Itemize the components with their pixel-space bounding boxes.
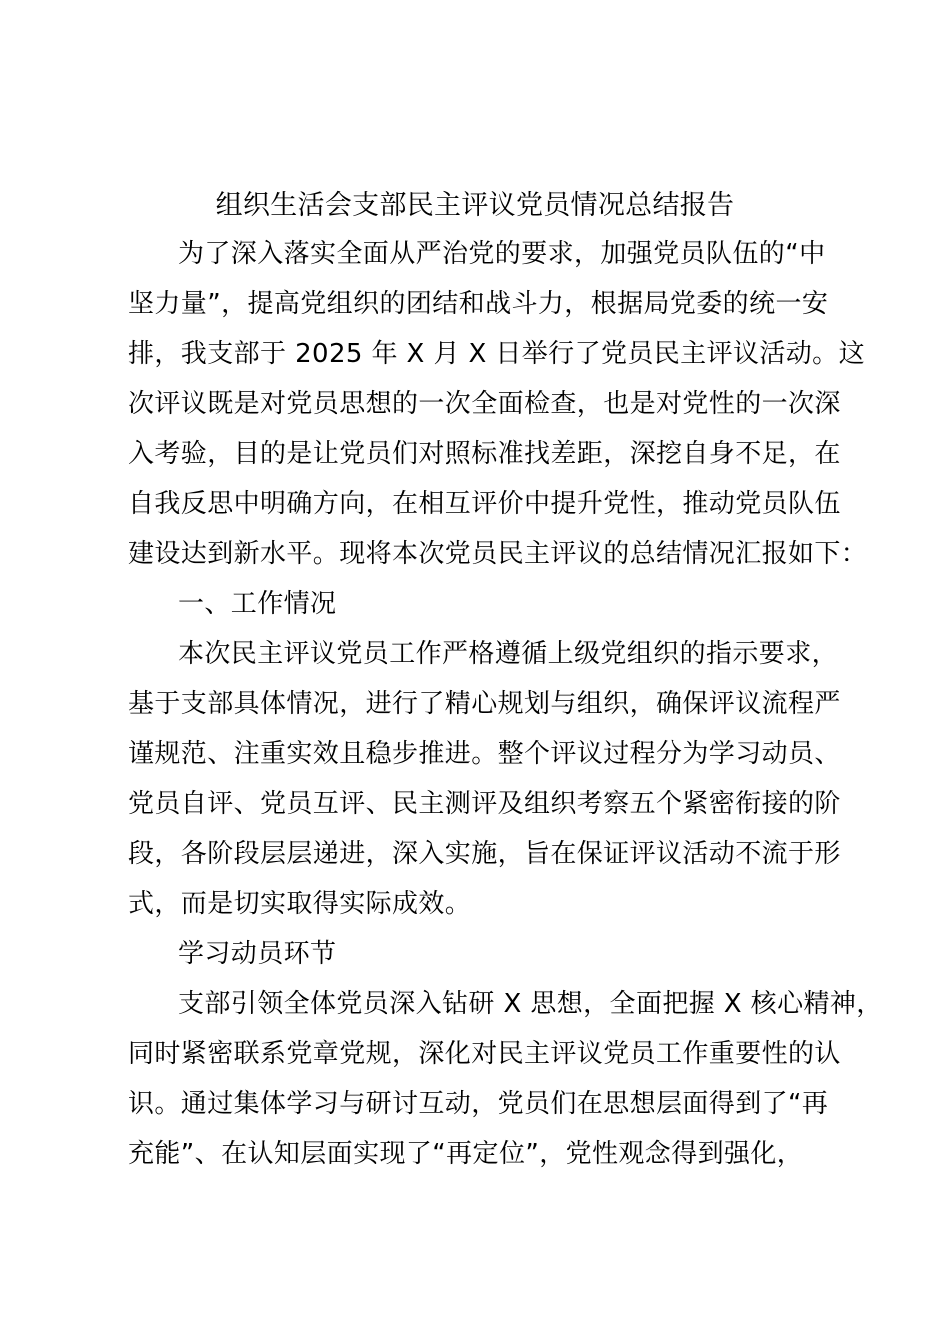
paragraph-line: 识。通过集体学习与研讨互动，党员们在思想层面得到了“再 (128, 1089, 829, 1119)
paragraph-line: 自我反思中明确方向，在相互评价中提升党性，推动党员队伍 (128, 489, 841, 519)
paragraph-line: 基于支部具体情况，进行了精心规划与组织，确保评议流程严 (128, 689, 841, 719)
paragraph-line: 坚力量”，提高党组织的团结和战斗力，根据局党委的统一安 (128, 289, 829, 319)
paragraph-line: 党员自评、党员互评、民主测评及组织考察五个紧密衔接的阶 (128, 789, 841, 819)
paragraph-line: 本次民主评议党员工作严格遵循上级党组织的指示要求， (178, 639, 839, 669)
paragraph-line: 排，我支部于 2025 年 X 月 X 日举行了党员民主评议活动。这 (128, 339, 865, 369)
section-heading: 一、工作情况 (178, 589, 337, 619)
paragraph-line: 入考验，目的是让党员们对照标准找差距，深挖自身不足，在 (128, 439, 841, 469)
paragraph-line: 同时紧密联系党章党规，深化对民主评议党员工作重要性的认 (128, 1039, 841, 1069)
paragraph-line: 建设达到新水平。现将本次党员民主评议的总结情况汇报如下： (128, 539, 868, 569)
paragraph-line: 谨规范、注重实效且稳步推进。整个评议过程分为学习动员、 (128, 739, 841, 769)
paragraph-line: 次评议既是对党员思想的一次全面检查，也是对党性的一次深 (128, 389, 841, 419)
paragraph-line: 为了深入落实全面从严治党的要求，加强党员队伍的“中 (178, 239, 826, 269)
subsection-heading: 学习动员环节 (178, 939, 337, 969)
document-title: 组织生活会支部民主评议党员情况总结报告 (215, 190, 735, 221)
paragraph-line: 式，而是切实取得实际成效。 (128, 889, 472, 919)
paragraph-line: 支部引领全体党员深入钻研 X 思想，全面把握 X 核心精神， (178, 989, 883, 1019)
paragraph-line: 充能”、在认知层面实现了“再定位”，党性观念得到强化， (128, 1139, 804, 1169)
paragraph-line: 段，各阶段层层递进，深入实施，旨在保证评议活动不流于形 (128, 839, 841, 869)
